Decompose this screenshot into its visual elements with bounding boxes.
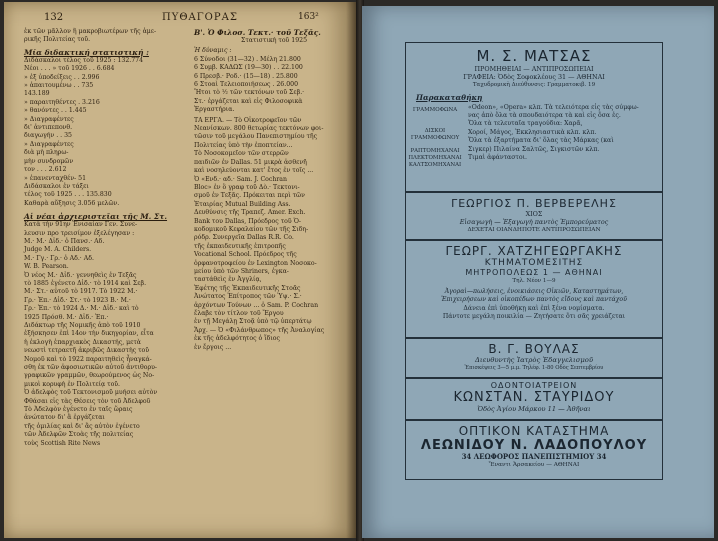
ad-berberelis-line3: ΔΕΧΕΤΑΙ ΟΙΑΝΔΗΠΟΤΕ ΑΝΤΙΠΡΟΣΩΠΕΙΑΝ [467,227,601,234]
col2-work-line: ἀρχόντων Τούνων ... ὁ Sam. P. Cochran [194,301,319,309]
ad-berberelis [405,192,663,240]
ad-stavridou-line1: ΚΩΝΣΤΑΝ. ΣΤΑΥΡΙΔΟΥ [453,390,615,405]
body-line: μικοὶ κορυφὴ ἐν Πολιτείᾳ τοῦ. [24,380,121,388]
right-column [194,28,354,352]
body-line: Ὁ ἀδελφὸς τοῦ Τεκτονισμοῦ μυήσει αὐτὸν [24,389,158,397]
stats-list [24,57,184,208]
body-line: Judge M. A. Childers. [24,246,92,254]
col2-work-line: Ἐφέτης τῆς Ἐκπαιδευτικῆς Στοᾶς [194,284,301,292]
col2-work-line: κοδομικοῦ Κεφαλαίου τῶν τῆς Σιδη- [194,225,309,233]
col2-work-line: ΤΑ ΕΡΓΑ. — Τὸ Οἰκοτροφεῖον τῶν [194,116,302,124]
col2-line: 6 Σύνοδοι (31—32) . Μέλη 21.800 [194,55,301,63]
ad-matsas-line3: Ταχυδρομικὴ Διεύθυνσις: Γραμματοκιβ. 19 [472,82,596,89]
col2-work-line: ἔλαβε τὸν τίτλον τοῦ Ἔργου [194,310,284,317]
stat-line: τον . . . 2.612 [24,166,67,174]
stat-line: μὴν συνδρομῶν [24,157,74,165]
ad-optikon-line2: 34 ΛΕΩΦΟΡΟΣ ΠΑΝΕΠΙΣΤΗΜΙΟΥ 34 [461,452,607,461]
body-line: τῆς ὁμιλίας καὶ δι' ἃς αὐτὸν ἐγένετο [24,422,140,430]
col2-work-line: μείου ὑπὸ τῶν Shriners, ἐγκα- [194,267,289,275]
body-line: τὸ 1885 ἐγένετο Δἰδ.· τὸ 1914 καὶ Σεβ. [24,279,147,287]
ad-matsas-title: Μ. Σ. ΜΑΤΣΑΣ [476,47,592,65]
ad-chatzi-line3: Τηλ. Νέον 1—9 [512,278,556,284]
col2-work-line: τῆς ἐκπαιδευτικῆς ἐπιτροπῆς [194,242,286,250]
col2-work-line: Ἀνώτατος Ἐπίτροπος τῶν Ὑψ.· Σ.· [194,293,302,301]
ad-chatzi-lines [406,288,662,321]
ad-matsas [405,42,663,192]
ad-chatzi-text: Ἐπιχειρήσεων καὶ οἰκοπέδων παντὸς εἴδους καὶ παντάχοῦ [441,296,627,304]
col2-line: 6 Στοαὶ Τελειοποιήσεως . 26.000 [194,81,299,89]
col2-work-line: τῶσιν τοῦ μεγάλου Πανεπιστημίου τῆς [194,133,318,141]
body-line: Ὁ νέος Μ.· Δἰδ.· γεννηθεὶς ἐν Τεξᾶς [24,271,137,279]
col2-work-line: σμοῦ ἐν Τεξᾶς. Πρόκειται περὶ τῶν [194,192,305,200]
body-line: Τὸ Ἀδελφὸν ἐγένετο ἐν ταῖς ὥραις [24,406,133,414]
body-line: ἀνώτατον δι' ἃ ἐργάζεται [24,414,105,422]
col2-sub2: Ἡ δύναμις : [194,47,232,55]
ad-matsas-item: Τιμαὶ ἀφάνταστοι. [468,154,527,162]
right-page [362,6,714,538]
ad-matsas-item: «Odeon», «Opera» κλπ. Τὰ τελειότερα εἰς τὰς σύμφω- [468,103,639,111]
ad-matsas-item: Χοροί, Μάγος, Ἐκκλησιαστικὰ κλπ. κλπ. [468,128,597,136]
ad-chatzi-text: Πάντοτε μεγάλη ποικιλία — Ζητήσατε ὅτι σᾶς χρειάζεται [442,312,626,320]
col2-subheading: Στατιστικὴ τοῦ 1925 [240,37,308,44]
body-line: τῶν Ἀδελφῶν Στοὰς τῆς πολιτείας [24,431,134,439]
col2-work-line: Νεανίσκων. 800 θετωρίας τεκτόνων φοι- [194,125,324,133]
body-line: τοὺς Scottish Rite News [24,439,101,447]
col2-lines [194,56,354,115]
stats-heading: Μία διδακτική στατιστική : [24,47,149,57]
body-line: Γρ.· Ἐπ.· τὸ 1924 Δ.· Μ.· Δἰδ.· καὶ τὸ [24,305,139,313]
ad-chatzi-text: Δάνεια ἐπὶ ὑποθήκῃ καὶ ἐπὶ ξένα νομίσματα. [463,304,605,312]
page-number-right: 163² [298,12,319,22]
ad-voulas-line1: Διευθυντὴς Ἰατρὸς Ἐδαγγελισμοῦ [475,356,593,364]
stat-line: τέλος τοῦ 1925 . . . 135.830 [24,191,112,199]
ad-voulas-line2: Ἐπισκέψεις 3—5 μ.μ. Τηλέφ. 1-80 Οδὸς Σεπτεμβρίου [464,365,604,372]
stat-line: Νέοι . . . » τοῦ 1926 . . 6.684 [24,65,115,73]
ad-berberelis-title: ΓΕΩΡΓΙΟΣ Π. ΒΕΡΒΕΡΕΛΗΣ [451,197,617,210]
ad-chatzi-line1: ΚΤΗΜΑΤΟΜΕΣΙΤΗΣ [484,258,584,268]
ad-optikon-line3: Ἔναντι Ἀρσακείου — ΑΘΗΝΑΙ [488,462,580,469]
ad-matsas-left-item: ΡΑΠΤΟΜΗΧΑΝΑΙ ΠΛΕΚΤΟΜΗΧΑΝΑΙ ΚΑΛΤΣΟΜΗΧΑΝΑΙ [408,147,462,168]
body-line: Γρ.· Ἐπ.· Δἰδ.· Στ.· τὸ 1923 Β.· Μ.· [24,296,131,304]
ad-stavridou-title: ΟΔΟΝΤΟΙΑΤΡΕΙΟΝ [490,381,578,390]
subheading: Αἱ νέαι ἀρχιεριστεῖαι τῆς Μ. Στ. [24,212,168,222]
body-line: λευσιν προ τρεισίμον ἐξελέγησαν : [24,229,135,237]
col2-line: 6 Πρεσβ.· Ροδ.· (15—18) . 25.800 [194,72,298,80]
ad-stavridou-line2: Ὁδὸς Ἀγίου Μάρκου 11 — Ἀθῆναι [477,405,591,413]
stat-line: διὰ μὴ πληρω- [24,149,69,157]
col2-work-line: Δευθύνσις τῆς Τραπεζ. Amer. Exch. [194,209,306,217]
col2-work-line: Vocational School. Πρόεδρος τῆς [194,251,297,259]
ad-optikon-title: ΟΠΤΙΚΟΝ ΚΑΤΑΣΤΗΜΑ [458,424,610,438]
ad-berberelis-line1: ΧΙΟΣ [525,210,543,218]
stat-line: » ἀπαιτουμένω . . 735 [24,82,94,90]
col2-line: 6 Συμβ. ΚΑΔΩΣ (19—30) . . 22.100 [194,64,303,72]
stat-line: » θανόντες . . 1.445 [24,107,87,115]
ad-matsas-left-item: ΓΡΑΜΜΟΦΩΝΑ [412,106,458,113]
body-line: ἐξήσκησεν ἐπὶ 14ον τὴν δικηγορίαν, εἶτα [24,330,154,338]
col2-work-line: ἐν τῇ Μεγάλῃ Στοᾷ ὑπὸ τῷ ὑπερτάτῳ [194,318,312,326]
stat-line: διαγωγήν . . 35 [24,132,72,140]
ad-stavridou [405,378,663,420]
col2-work-line: Bank του Dallas, Πρόεδρος τοῦ Ὁ- [194,217,301,225]
ad-optikon-line1: ΛΕΩΝΙΔΟΥ Ν. ΛΑΔΟΠΟΥΛΟΥ [420,438,648,453]
ad-chatzigeorgakis [405,240,663,338]
intro-text: ἐκ τῶν μᾶλλον ἢ μακροβιωτέρων τῆς ἀμε- ρικῆς Πολιτείας τοῦ. [24,28,157,44]
col2-line: Ἐργαστήρια. [194,106,235,114]
col2-work-line: ταστάθεὶς ἐν Ἀγγλίᾳ, [194,276,262,284]
body-line: Φθάσαι εἰς τὰς Θέσεις τὸν τοῦ Ἀδελφοῦ [24,397,151,405]
body-text [24,221,184,448]
stat-line: » ἐπανενταχθέν- 51 [24,174,87,182]
stat-line: » παραιτηθέντες . 3.216 [24,98,100,106]
stat-line: δι' ἀντιπεπονθ. [24,124,73,132]
ad-chatzi-text: Ἀγοραὶ—πωλήσεις, ἐνοικιάσεις Οἰκιῶν, Καταστημάτων, [444,288,624,296]
col2-line: Στ.· ἐργάζεται καὶ εἰς Φιλοσοφικὰ [194,97,303,105]
body-line: Κατὰ τὴν 91ην Ἐνισαίαν Γεν. Συνε- [24,221,138,229]
col2-work-line: ρόδρ. Συνεργεῖα Dallas R.R. Co. [194,234,294,242]
body-line: ἡ ἐκλογὴ ἐπαρχιακὸς Δικαστής, μετὰ [24,338,141,346]
ad-matsas-left-item: ΔΙΣΚΟΙ ΓΡΑΜΜΟΦΩΝΟΥ [410,127,460,141]
stat-line: Διδάσκαλοι τέλος τοῦ 1925 : 132.774 [24,56,144,64]
body-line: Μ.· Στ.· αὐτοῦ τὸ 1917. Τὸ 1922 Μ.· [24,288,138,296]
col2-work-line: παιδιῶν ἐν Dallas. 51 μικρὰ ἀσθενῆ [194,158,307,166]
stat-line: » ἐξ ὑποδείξεις . . 2.996 [24,73,100,81]
body-line: Νομοῦ καὶ τὸ 1922 παραιτηθεὶς ἦναγκά- [24,355,152,363]
col2-work-line: Ἐταιρίας Mutual Building Ass. [194,200,291,208]
body-line: Διδάκτωρ τῆς Νομικῆς ἀπὸ τοῦ 1910 [24,322,141,329]
ad-chatzi-title: ΓΕΩΡΓ. ΧΑΤΖΗΓΕΩΡΓΑΚΗΣ [445,244,623,258]
body-line: Μ.· Γγ.· Γρ.· ὁ Αδ.· Αδ. [24,254,94,262]
body-line: W. B. Pearson. [24,263,69,271]
ad-matsas-item: νας ἀπὸ ὅλα τὰ σπουδαιότερα τὰ καὶ εἰς ὅσα ἐς. [468,112,621,120]
body-line: νεωστὶ τετραετῆ ἀκριβῶς Δικαστὴς τοῦ [24,347,150,355]
stat-line: » Διαγραφέντες [24,115,74,123]
col2-work-line: Ἄρχ. — Ὁ «Φιλάνθρωπος» τῆς Ἀναλογίας [194,326,325,334]
stat-line: » Διαγραφέντες [24,140,74,148]
page-number: 132 [44,12,64,23]
col2-works [194,117,354,352]
body-line: Μ.· Μ.· Δἰδ.· ὁ Πανσ.· Αδ. [24,237,105,245]
body-line: γραφικῶν γραμμῶν, θεωρούμενος ὡς Νο- [24,372,155,380]
left-page [4,2,356,538]
ad-matsas-line2: ΓΡΑΦΕΙΑ: Ὁδὸς Σοφοκλέους 31 — ΑΘΗΝΑΙ [463,73,605,82]
stat-line: Διδάσκαλοι ἐν τάξει [24,182,89,190]
col2-work-line: ἐν ἔργοις ... [194,343,232,351]
body-line: 1925 Πρόσθ. Μ.· Δἰδ.· Ἐπ.· [24,313,109,321]
ad-chatzi-line2: ΜΗΤΡΟΠΟΛΕΩΣ 1 — ΑΘΗΝΑΙ [465,268,603,277]
col2-work-line: Πολιτείας ὑπὸ τὴν ἐποπτείαν... [194,141,293,149]
ad-voulas [405,338,663,378]
body-line: σθη ἐκ τῶν ἀφοσιωτικῶν αὐτοῦ ἀντιθορυ- [24,364,157,372]
ad-matsas-right [464,104,662,169]
col2-work-line: καὶ νοσηλεύονται κατ' ἔτος ἐν τοῖς ... [194,167,314,175]
col2-work-line: ὀρφανοτροφείου ἐν Lexington Νοσοκο- [194,259,317,267]
ad-matsas-item: Ὅλα τὰ τελευταῖα τραγούδια: Χαρᾶ, [468,120,583,128]
col2-work-line: Τὸ Νοσοκομεῖον τῶν στερρῶν [194,150,289,158]
ad-optikon [405,420,663,480]
ad-matsas-line1: ΠΡΟΜΗΘΕΙΑΙ — ΑΝΤΙΠΡΟΣΩΠΕΙΑΙ [474,65,594,73]
ad-matsas-left [406,104,464,169]
ad-matsas-section: Παρακαταθήκη [416,92,483,102]
col2-heading: Β'. Ὁ Φιλοσ. Τεκτ.· τοῦ Τεξᾶς. [194,28,321,37]
col2-work-line: Ὁ «Ενδ.· αδ.· Sam. J. Cochran [194,175,287,183]
ad-matsas-item: Ὅλα τὰ ἐξαρτήματα δι' ὅλας τὰς Μάρκας (καὶ [468,137,614,145]
stat-line: 143.189 [24,90,50,98]
col2-work-line: Bloc» ἐν ὃ γραφ τοῦ Δὸ.· Τεκτονι- [194,183,300,191]
col2-line: Ἤτοι τὸ ½ τῶν τεκτόνων τοῦ Σεβ.· [194,89,305,97]
ad-matsas-item: Σιγκερ) Πιλαίνα Σαλτῶς, Σιγκιστῶν κλπ. [468,145,600,153]
ad-voulas-title: Β. Γ. ΒΟΥΛΑΣ [488,342,580,356]
ad-berberelis-line2: Εἰσαγωγὴ — Ἐξαγωγὴ παντὸς Ἐμπορεύματος [459,218,609,227]
col2-work-line: ἐκ τῆς ἀδελφότητος ὁ ἴδιος [194,335,280,343]
left-column [24,28,184,448]
stat-line: Καθαρὰ αὔξησις 3.056 μελῶν. [24,199,120,207]
running-head: ΠΥΘΑΓΟΡΑΣ [162,12,238,23]
